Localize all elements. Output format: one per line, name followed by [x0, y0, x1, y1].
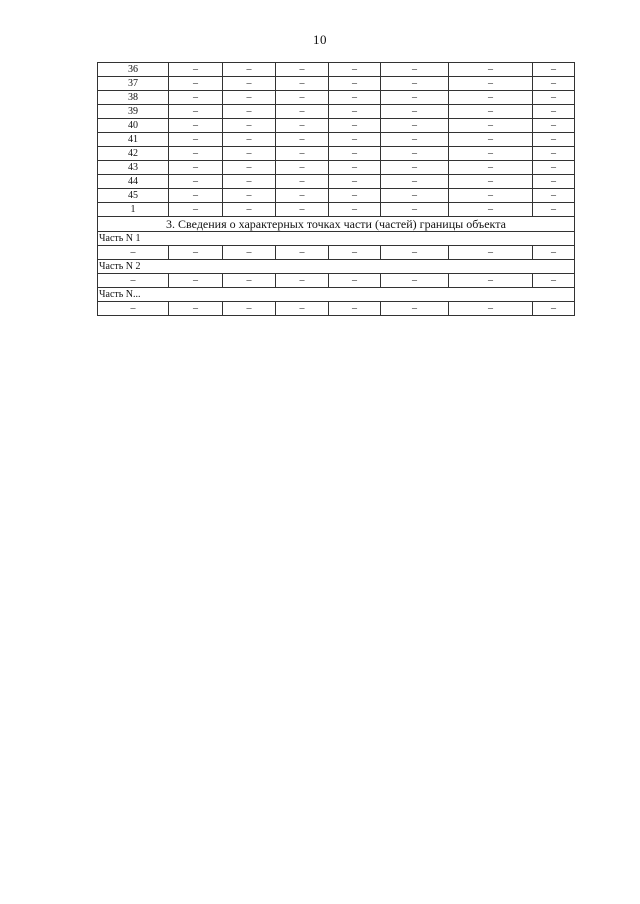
dash-cell: –: [381, 274, 449, 288]
dash-cell: –: [381, 189, 449, 203]
table-row: [98, 175, 575, 189]
dash-cell: –: [169, 63, 223, 77]
dash-cell: –: [329, 302, 381, 316]
dash-cell: –: [329, 91, 381, 105]
part-data-row: [98, 274, 575, 288]
point-number-cell: 1: [98, 203, 169, 217]
dash-cell: –: [449, 302, 533, 316]
dash-cell: –: [329, 175, 381, 189]
table-row: [98, 63, 575, 77]
dash-cell: –: [169, 105, 223, 119]
dash-cell: –: [449, 105, 533, 119]
dash-cell: –: [223, 302, 276, 316]
dash-cell: –: [223, 91, 276, 105]
point-number-cell: 36: [98, 63, 169, 77]
dash-cell: –: [223, 63, 276, 77]
dash-cell: –: [329, 189, 381, 203]
dash-cell: –: [276, 77, 329, 91]
dash-cell: –: [449, 189, 533, 203]
dash-cell: –: [329, 203, 381, 217]
dash-cell: –: [169, 175, 223, 189]
dash-cell: –: [329, 147, 381, 161]
dash-cell: –: [329, 246, 381, 260]
part-label-row: [98, 260, 575, 274]
point-number-cell: 38: [98, 91, 169, 105]
dash-cell: –: [169, 189, 223, 203]
dash-cell: –: [381, 119, 449, 133]
dash-cell: –: [381, 147, 449, 161]
dash-cell: –: [276, 147, 329, 161]
dash-cell: –: [223, 175, 276, 189]
table-body: [98, 63, 575, 316]
dash-cell: –: [533, 119, 575, 133]
table-row: [98, 77, 575, 91]
dash-cell: –: [533, 147, 575, 161]
dash-cell: –: [533, 161, 575, 175]
point-number-cell: 45: [98, 189, 169, 203]
dash-cell: –: [449, 246, 533, 260]
dash-cell: –: [381, 203, 449, 217]
dash-cell: –: [449, 161, 533, 175]
dash-cell: –: [169, 147, 223, 161]
dash-cell: –: [223, 274, 276, 288]
dash-cell: –: [169, 119, 223, 133]
dash-cell: –: [276, 203, 329, 217]
point-number-cell: 40: [98, 119, 169, 133]
dash-cell: –: [533, 189, 575, 203]
dash-cell: –: [276, 189, 329, 203]
dash-cell: –: [276, 119, 329, 133]
section-heading-row: [98, 217, 575, 232]
dash-cell: –: [329, 77, 381, 91]
dash-cell: –: [276, 63, 329, 77]
section-heading: 3. Сведения о характерных точках части (частей) границы объекта: [98, 217, 575, 232]
dash-cell: –: [533, 203, 575, 217]
dash-cell: –: [449, 119, 533, 133]
point-number-cell: –: [98, 274, 169, 288]
part-data-row: [98, 302, 575, 316]
point-number-cell: 42: [98, 147, 169, 161]
dash-cell: –: [223, 189, 276, 203]
dash-cell: –: [329, 161, 381, 175]
dash-cell: –: [169, 274, 223, 288]
dash-cell: –: [223, 105, 276, 119]
dash-cell: –: [449, 274, 533, 288]
table-row: [98, 189, 575, 203]
dash-cell: –: [381, 302, 449, 316]
part-label: Часть N...: [98, 288, 575, 302]
dash-cell: –: [329, 105, 381, 119]
dash-cell: –: [223, 246, 276, 260]
dash-cell: –: [276, 105, 329, 119]
dash-cell: –: [533, 133, 575, 147]
point-number-cell: 43: [98, 161, 169, 175]
dash-cell: –: [381, 133, 449, 147]
part-label-row: [98, 288, 575, 302]
dash-cell: –: [169, 161, 223, 175]
point-number-cell: 44: [98, 175, 169, 189]
dash-cell: –: [533, 63, 575, 77]
part-data-row: [98, 246, 575, 260]
dash-cell: –: [276, 91, 329, 105]
dash-cell: –: [223, 77, 276, 91]
dash-cell: –: [449, 203, 533, 217]
dash-cell: –: [381, 175, 449, 189]
dash-cell: –: [276, 133, 329, 147]
part-label: Часть N 2: [98, 260, 575, 274]
point-number-cell: 37: [98, 77, 169, 91]
coordinates-table: [97, 62, 575, 316]
dash-cell: –: [329, 133, 381, 147]
dash-cell: –: [533, 175, 575, 189]
table-row: [98, 203, 575, 217]
dash-cell: –: [533, 77, 575, 91]
part-label-row: [98, 232, 575, 246]
dash-cell: –: [449, 63, 533, 77]
dash-cell: –: [223, 203, 276, 217]
dash-cell: –: [449, 133, 533, 147]
dash-cell: –: [223, 147, 276, 161]
dash-cell: –: [276, 302, 329, 316]
dash-cell: –: [381, 161, 449, 175]
dash-cell: –: [169, 246, 223, 260]
dash-cell: –: [169, 302, 223, 316]
dash-cell: –: [533, 246, 575, 260]
table-row: [98, 119, 575, 133]
part-label: Часть N 1: [98, 232, 575, 246]
point-number-cell: 41: [98, 133, 169, 147]
dash-cell: –: [169, 77, 223, 91]
table-row: [98, 133, 575, 147]
dash-cell: –: [533, 302, 575, 316]
table-row: [98, 91, 575, 105]
table-row: [98, 147, 575, 161]
dash-cell: –: [381, 91, 449, 105]
dash-cell: –: [276, 175, 329, 189]
dash-cell: –: [223, 119, 276, 133]
dash-cell: –: [533, 274, 575, 288]
dash-cell: –: [381, 77, 449, 91]
dash-cell: –: [169, 203, 223, 217]
table-row: [98, 161, 575, 175]
dash-cell: –: [449, 175, 533, 189]
dash-cell: –: [329, 63, 381, 77]
dash-cell: –: [276, 246, 329, 260]
dash-cell: –: [276, 161, 329, 175]
dash-cell: –: [223, 133, 276, 147]
dash-cell: –: [276, 274, 329, 288]
dash-cell: –: [533, 91, 575, 105]
dash-cell: –: [381, 63, 449, 77]
point-number-cell: –: [98, 246, 169, 260]
dash-cell: –: [329, 274, 381, 288]
dash-cell: –: [533, 105, 575, 119]
dash-cell: –: [449, 91, 533, 105]
dash-cell: –: [381, 246, 449, 260]
dash-cell: –: [223, 161, 276, 175]
dash-cell: –: [449, 77, 533, 91]
page-number: 10: [313, 32, 327, 47]
dash-cell: –: [169, 91, 223, 105]
dash-cell: –: [169, 133, 223, 147]
table-row: [98, 105, 575, 119]
dash-cell: –: [449, 147, 533, 161]
dash-cell: –: [329, 119, 381, 133]
point-number-cell: –: [98, 302, 169, 316]
dash-cell: –: [381, 105, 449, 119]
point-number-cell: 39: [98, 105, 169, 119]
